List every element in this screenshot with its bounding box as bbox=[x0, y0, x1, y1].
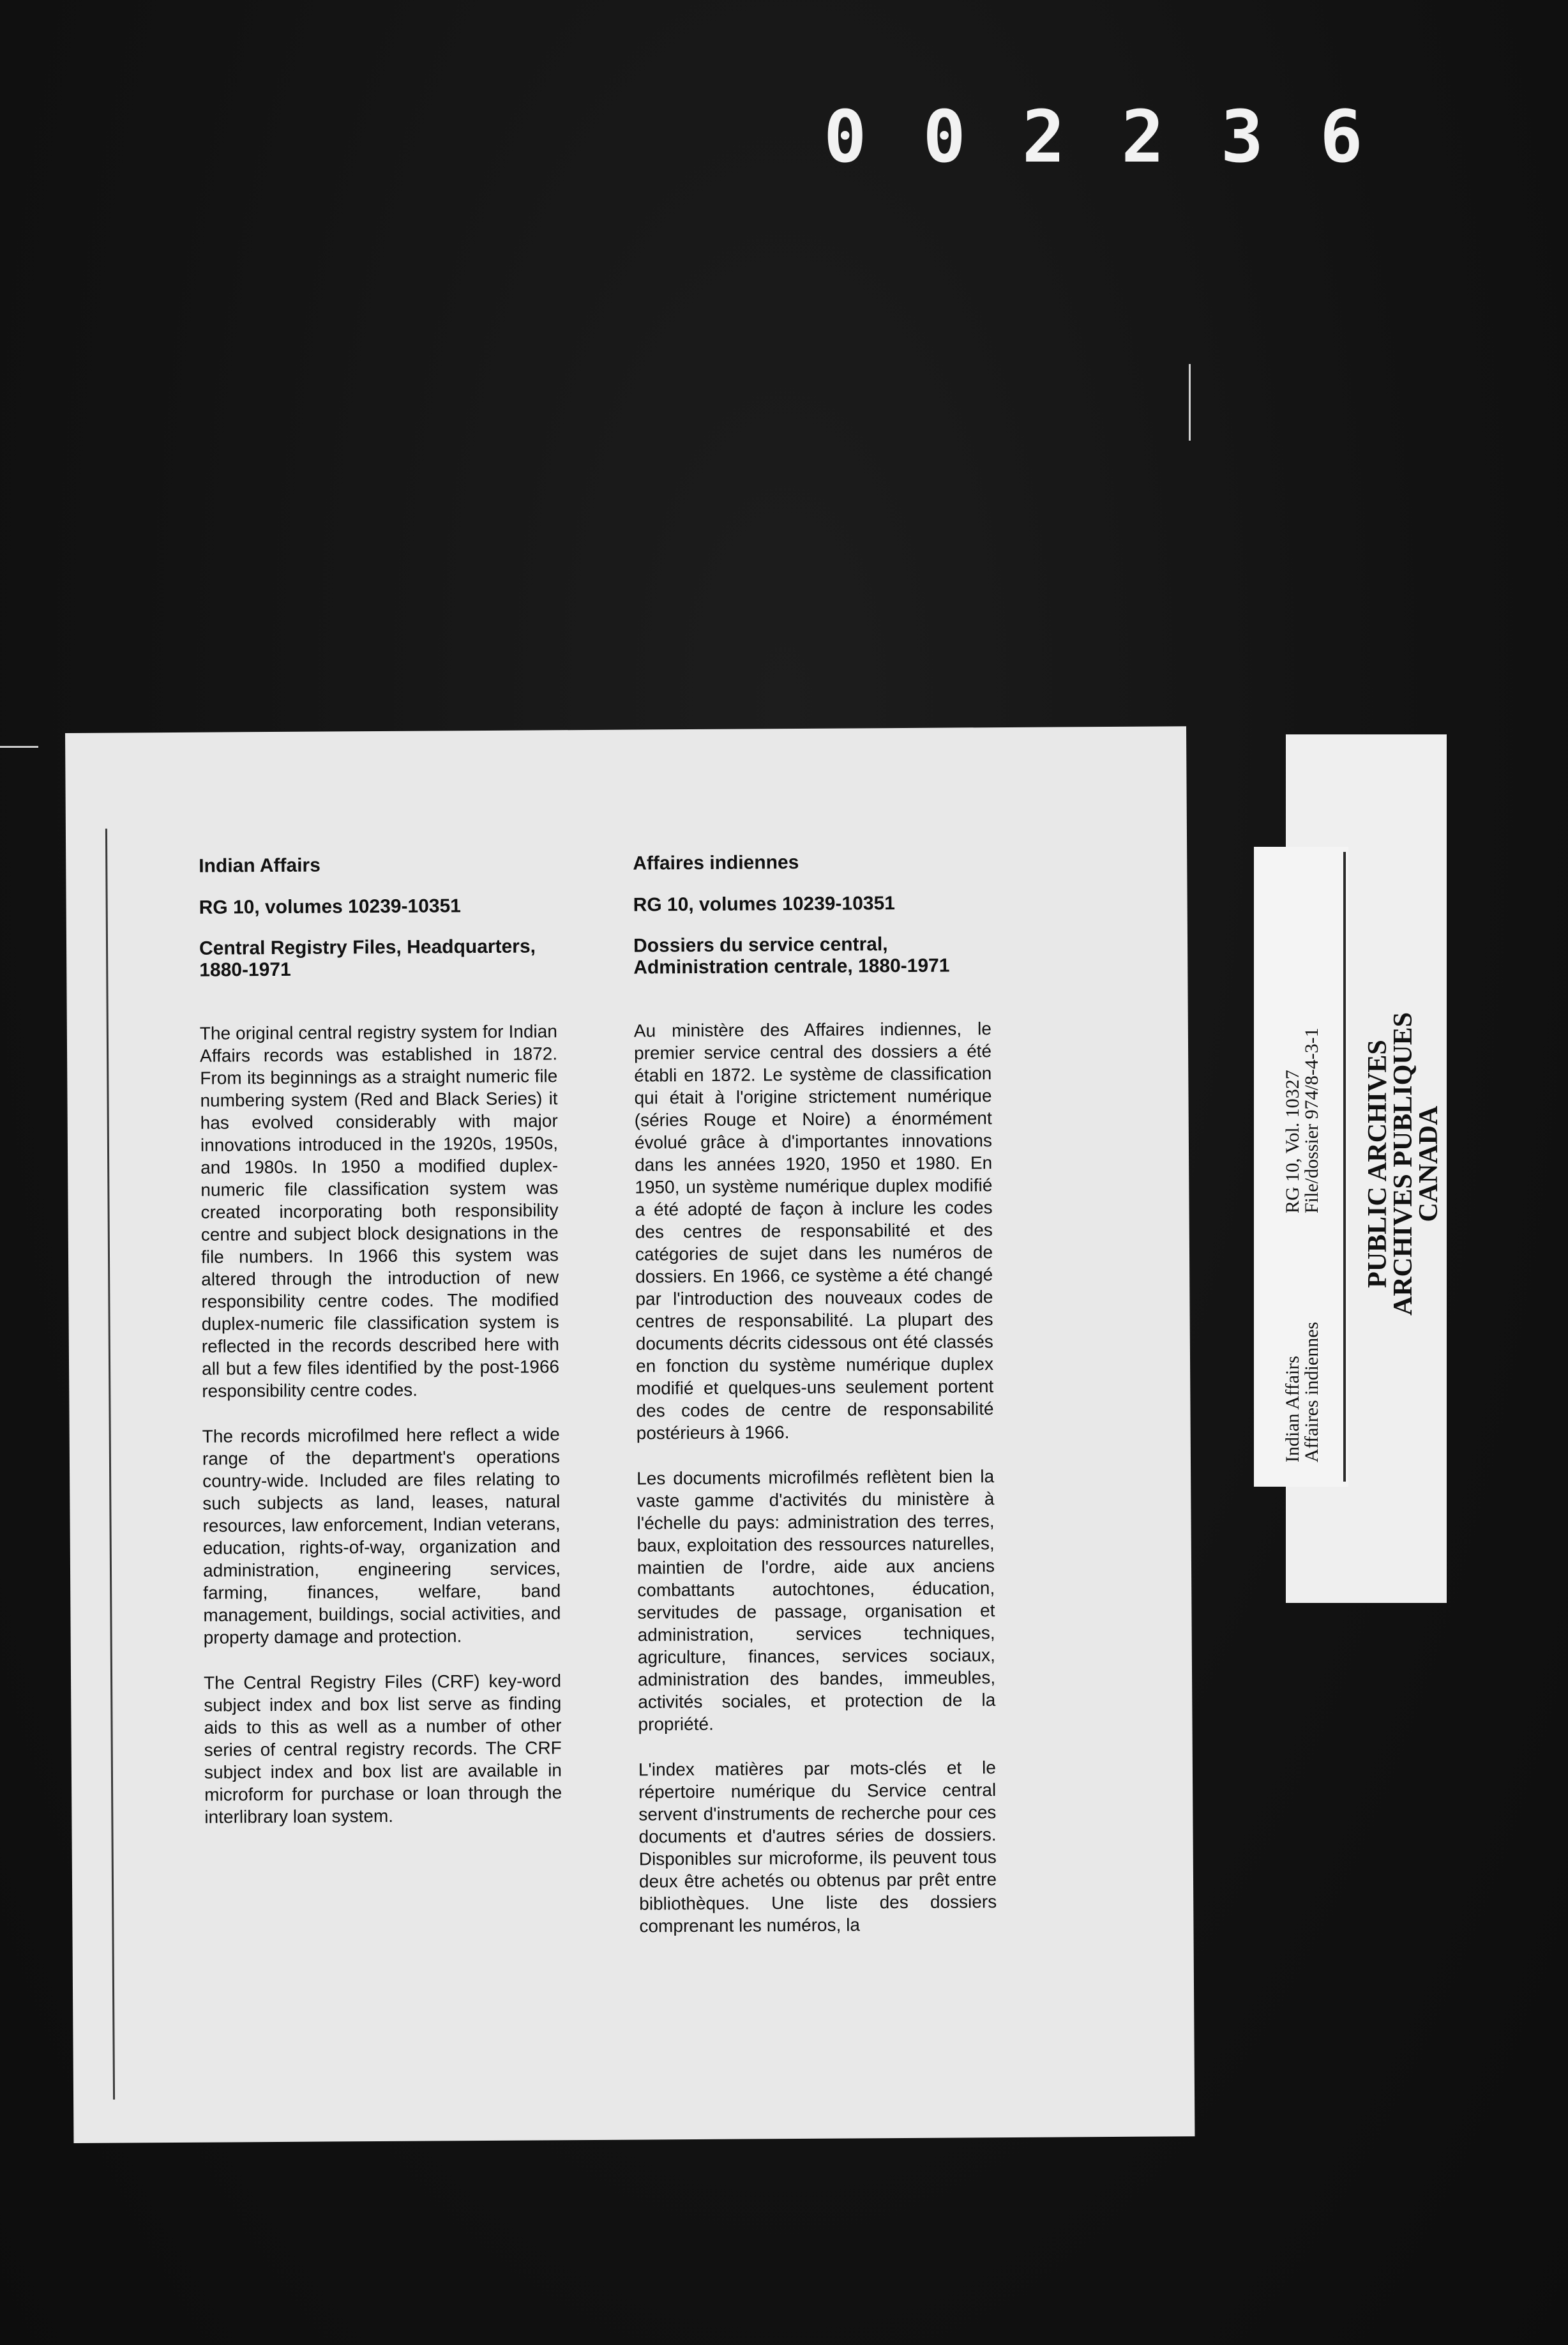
french-column bbox=[633, 850, 997, 1960]
french-title bbox=[633, 933, 991, 978]
english-heading: Indian Affairs bbox=[199, 854, 320, 877]
english-column bbox=[199, 853, 562, 1851]
card-ref-volume: RG 10, Vol. 10327 bbox=[1282, 1070, 1303, 1213]
french-title-line: Administration centrale, 1880-1971 bbox=[633, 955, 950, 978]
archives-line: PUBLIC ARCHIVES bbox=[1363, 1040, 1392, 1288]
card-name-fr: Affaires indiennes bbox=[1301, 1321, 1322, 1462]
document-page bbox=[65, 726, 1195, 2143]
french-reference: RG 10, volumes 10239-10351 bbox=[633, 893, 896, 916]
film-scratch bbox=[0, 746, 38, 748]
english-title bbox=[199, 936, 557, 981]
card-divider bbox=[1343, 852, 1346, 1482]
margin-line bbox=[105, 829, 115, 2100]
card-names bbox=[1283, 1322, 1322, 1462]
english-paragraph: The original central registry system for Indian Affairs records was established in 1872. From its beginnings as a straight numeric file numbering system (Red and Black Series) it has evolved considerably with major innovations introduced in the 1920s, 1950s, and 1980s. In 1950 a modified duplex-numeric file classification system was created incorporating both responsibility centre and subject block designations in the file numbers. In 1966 this system was altered through the introduction of new responsibility centre codes. The modified duplex-numeric file classification system is reflected in the records described here with all but a few files identified by the post-1966 responsibility centre codes. bbox=[199, 1021, 560, 1401]
card-ref-file: File/dossier 974/8-4-3-1 bbox=[1301, 1028, 1322, 1213]
english-title-line: 1880-1971 bbox=[199, 959, 291, 981]
english-paragraph: The Central Registry Files (CRF) key-word subject index and box list serve as finding aids to this as well as a number of other series of central registry records. The CRF subject index and box list are available in microform for purchase or loan through the interlibrary loan system. bbox=[203, 1671, 562, 1827]
archives-line: CANADA bbox=[1414, 1105, 1444, 1222]
french-heading: Affaires indiennes bbox=[633, 851, 799, 874]
french-title-line: Dossiers du service central, bbox=[633, 934, 888, 957]
french-paragraph: Les documents microfilmés reflètent bien la vaste gamme d'activités du ministère à l'échelle du pays: administration des terres, baux, exploitation des ressources naturelles, maintien de l'ordre, aide aux anciens combattants autochtones, éducation, servitudes de passage, organisation et administration, services techniques, agriculture, finances, services sociaux, administration des bandes, immeubles, activités sociales, et protection de la propriété. bbox=[637, 1466, 996, 1734]
frame-number: 002236 bbox=[824, 96, 1419, 179]
english-reference: RG 10, volumes 10239-10351 bbox=[199, 895, 462, 918]
english-paragraph: The records microfilmed here reflect a wide range of the department's operations country-wide. Included are files relating to such subjects as land, leases, natural resources, law enforcement, Indian veterans, education, rights-of-way, organization and administration, engineering services, farming, finances, welfare, band management, buildings, social activities, and property damage and protection. bbox=[202, 1424, 561, 1648]
english-title-line: Central Registry Files, Headquarters, bbox=[199, 936, 536, 959]
archives-line: ARCHIVES PUBLIQUES bbox=[1389, 1012, 1418, 1316]
card-references bbox=[1283, 1028, 1322, 1213]
french-paragraph: L'index matières par mots-clés et le répertoire numérique du Service central servent d'instruments de recherche pour ces documents et d'autres séries de dossiers. Disponibles sur microforme, ils peuvent tous deux être achetés ou obtenus par prêt entre bibliothèques. Une liste des dossiers comprenant les numéros, la bbox=[638, 1757, 997, 1936]
french-paragraph: Au ministère des Affaires indiennes, le premier service central des dossiers a été établi en 1872. Le système de classification qui était à l'origine strictement numérique (séries Rouge et Noire) a énormément évolué grâce à d'importantes innovations dans les années 1920, 1950 et 1980. En 1950, un système numérique duplex modifié a été adopté de façon à inclure les codes des centres de responsabilité et des catégories de sujet dans les numéros de dossiers. En 1966, ce système a été changé par l'introduction des nouveaux codes de centres de responsabilité. La plupart des documents décrits cidessous ont été classés en fonction du système numérique duplex modifié et quelques-uns seulement portent des codes de centre de responsabilité postérieurs à 1966. bbox=[633, 1019, 994, 1443]
film-scratch bbox=[1189, 364, 1191, 441]
archives-stamp bbox=[1365, 1012, 1442, 1316]
card-name-en: Indian Affairs bbox=[1282, 1356, 1303, 1462]
